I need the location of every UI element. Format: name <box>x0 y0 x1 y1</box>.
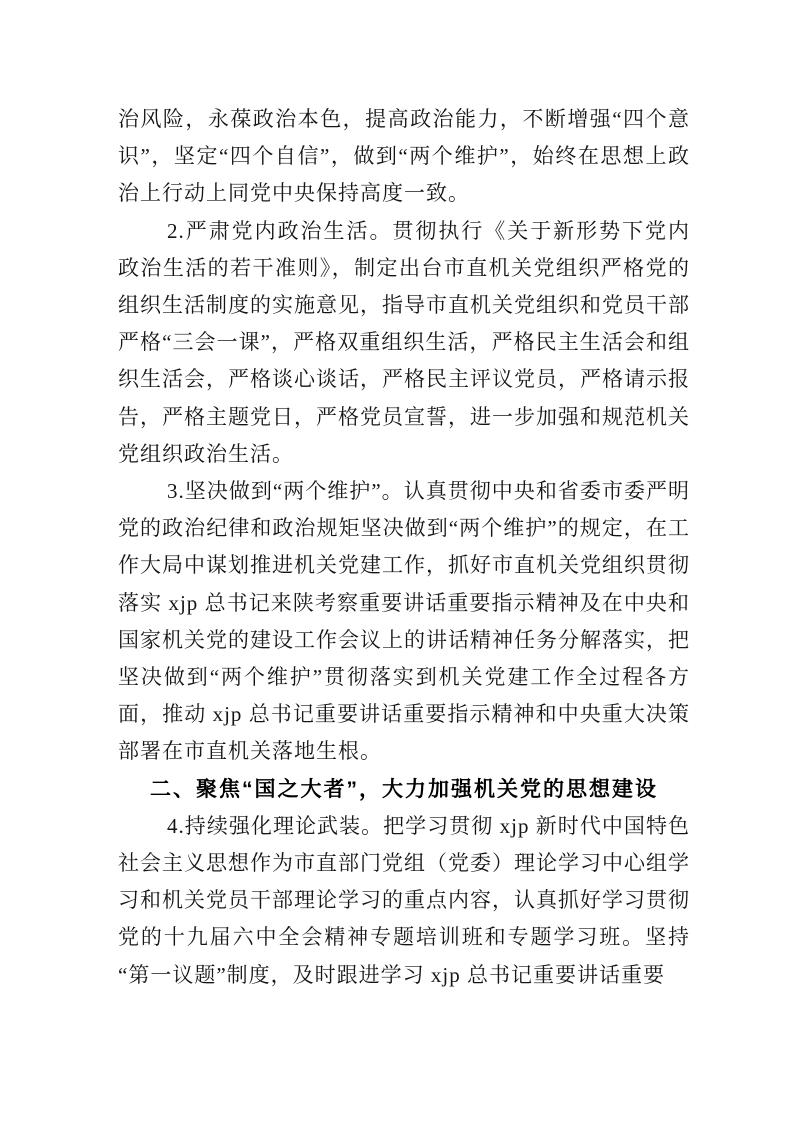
paragraph-item-3: 3.坚决做到“两个维护”。认真贯彻中央和省委市委严明党的政治纪律和政治规矩坚决做到“两个维护”的规定，在工作大局中谋划推进机关党建工作，抓好市直机关党组织贯彻落实 xjp 总书记来陕考察重要讲话重要指示精神及在中央和国家机关党的建设工作会议上的讲话精神任务分解落实，把坚决做到“两个维护”贯彻落实到机关党建工作全过程各方面，推动 xjp 总书记重要讲话重要指示精神和中央重大决策部署在市直机关落地生根。 <box>118 479 690 764</box>
paragraph-item-4: 4.持续强化理论武装。把学习贯彻 xjp 新时代中国特色社会主义思想作为市直部门党组（党委）理论学习中心组学习和机关党员干部理论学习的重点内容，认真抓好学习贯彻党的十九届六中全会精神专题培训班和专题学习班。坚持“第一议题”制度，及时跟进学习 xjp 总书记重要讲话重要 <box>118 813 690 987</box>
paragraph-continuation: 治风险，永葆政治本色，提高政治能力，不断增强“四个意识”，坚定“四个自信”，做到“两个维护”，始终在思想上政治上行动上同党中央保持高度一致。 <box>118 107 690 206</box>
paragraph-item-2: 2.严肃党内政治生活。贯彻执行《关于新形势下党内政治生活的若干准则》，制定出台市直机关党组织严格党的组织生活制度的实施意见，指导市直机关党组织和党员干部严格“三会一课”，严格双重组织生活，严格民主生活会和组织生活会，严格谈心谈话，严格民主评议党员，严格请示报告，严格主题党日，严格党员宣誓，进一步加强和规范机关党组织政治生活。 <box>118 218 690 466</box>
section-heading-2: 二、聚焦“国之大者”，大力加强机关党的思想建设 <box>150 777 658 801</box>
